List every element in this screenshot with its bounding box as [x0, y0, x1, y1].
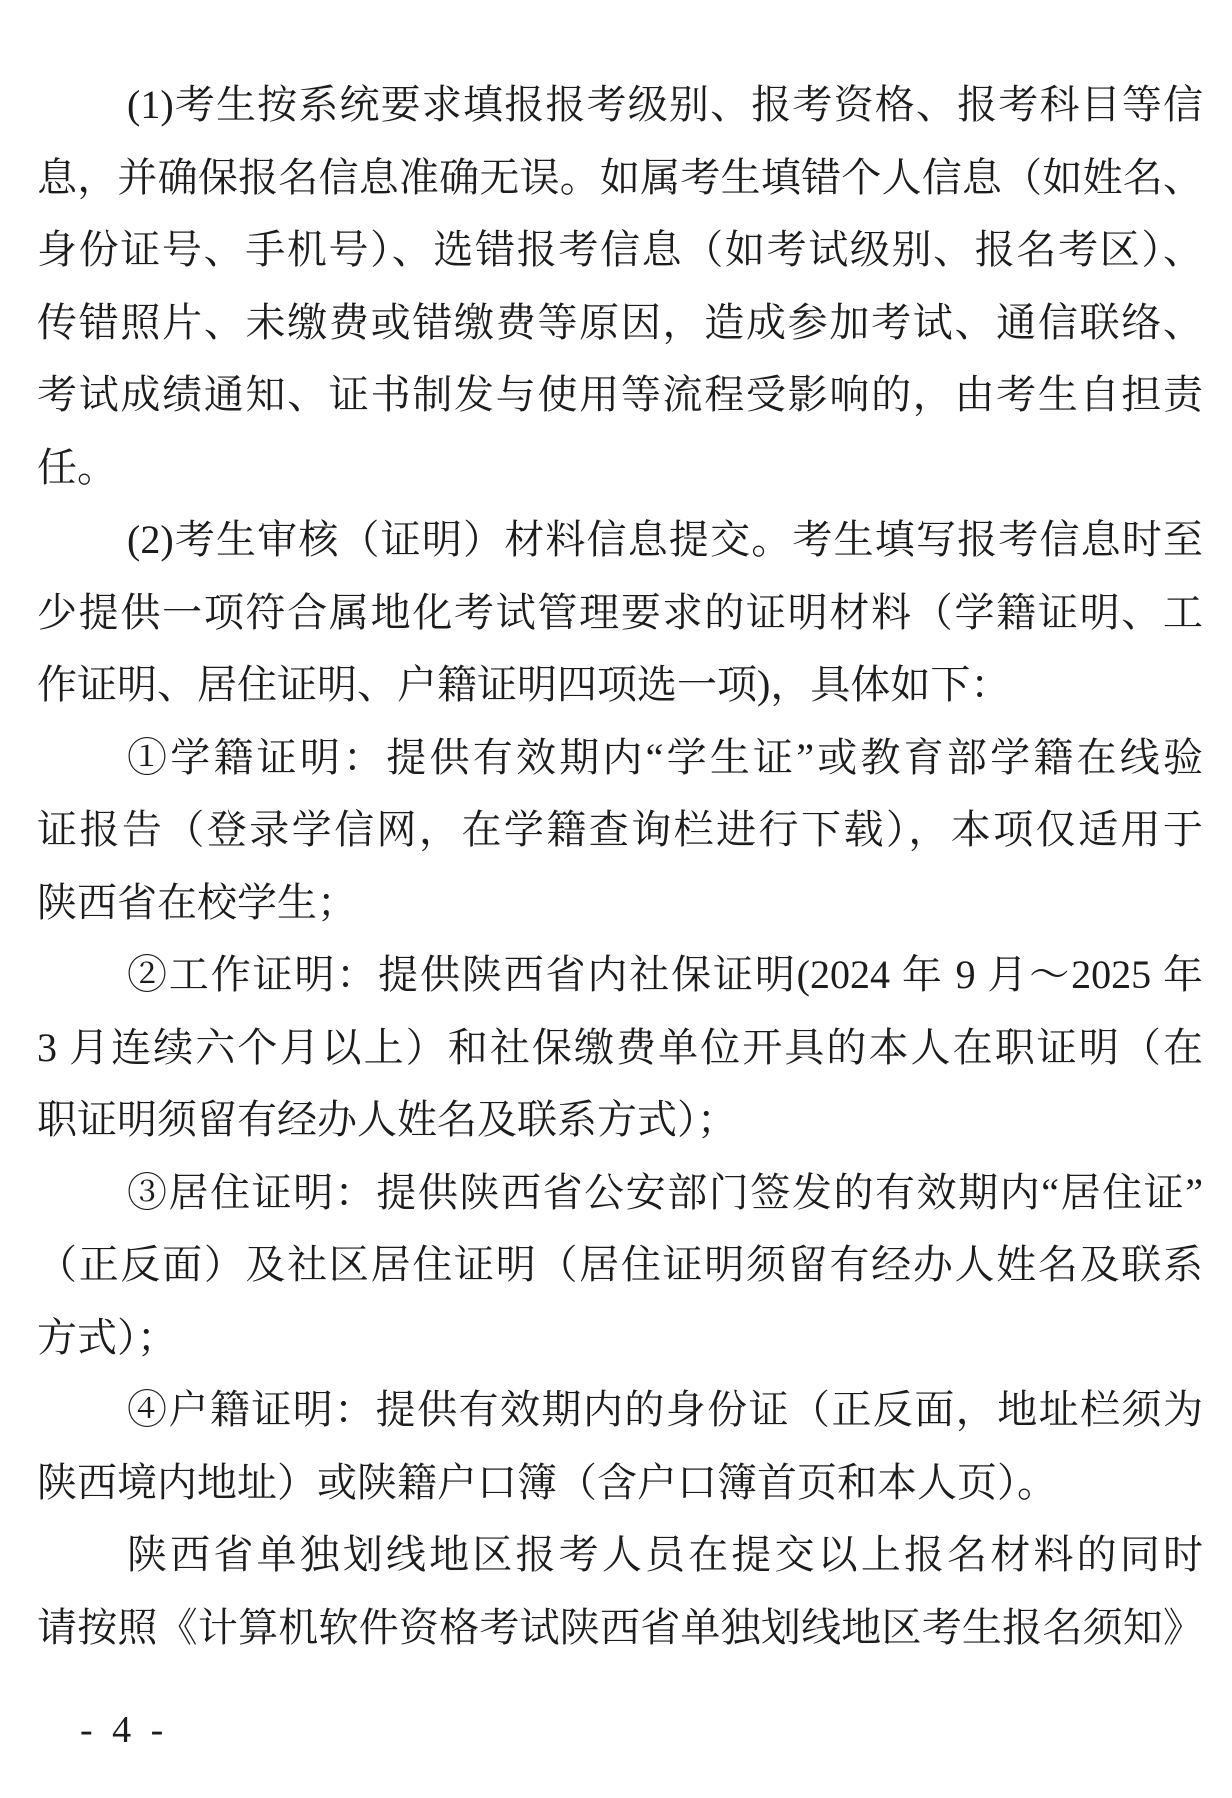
text-line: 考试成绩通知、证书制发与使用等流程受影响的，由考生自担责: [37, 372, 1203, 417]
text-line: 陕西省在校学生；: [37, 879, 357, 925]
text-line: 传错照片、未缴费或错缴费等原因，造成参加考试、通信联络、: [37, 299, 1203, 345]
text-line: (1)考生按系统要求填报报考级别、报考资格、报考科目等信: [127, 82, 1203, 127]
text-line: ④户籍证明：提供有效期内的身份证（正反面，地址栏须为: [127, 1387, 1203, 1432]
text-line: 身份证号、手机号）、选错报考信息（如考试级别、报名考区）、: [37, 227, 1203, 272]
text-line: ③居住证明：提供陕西省公安部门签发的有效期内“居住证”: [127, 1169, 1203, 1215]
text-line: 证报告（登录学信网，在学籍查询栏进行下载），本项仅适用于: [37, 807, 1203, 852]
text-line: 3 月连续六个月以上）和社保缴费单位开具的本人在职证明（在: [37, 1024, 1203, 1070]
body-text: [37, 69, 1203, 1664]
text-line: 陕西境内地址）或陕籍户口簿（含户口簿首页和本人页）。: [37, 1459, 1057, 1505]
page-number: - 4 -: [80, 1709, 169, 1751]
text-line: 方式）；: [37, 1314, 177, 1360]
text-line: 少提供一项符合属地化考试管理要求的证明材料（学籍证明、工: [37, 589, 1203, 635]
text-line: ①学籍证明：提供有效期内“学生证”或教育部学籍在线验: [127, 734, 1203, 780]
text-line: 息，并确保报名信息准确无误。如属考生填错个人信息（如姓名、: [37, 154, 1203, 200]
text-line: 请按照《计算机软件资格考试陕西省单独划线地区考生报名须知》: [37, 1604, 1203, 1650]
text-line: 陕西省单独划线地区报考人员在提交以上报名材料的同时: [127, 1532, 1203, 1577]
text-line: (2)考生审核（证明）材料信息提交。考生填写报考信息时至: [127, 517, 1203, 562]
text-line: 作证明、居住证明、户籍证明四项选一项)，具体如下：: [37, 662, 1011, 707]
text-line: ②工作证明：提供陕西省内社保证明(2024 年 9 月～2025 年: [127, 952, 1203, 997]
text-line: 任。: [37, 444, 117, 490]
text-line: （正反面）及社区居住证明（居住证明须留有经办人姓名及联系: [37, 1242, 1203, 1287]
text-line: 职证明须留有经办人姓名及联系方式）；: [37, 1097, 737, 1142]
